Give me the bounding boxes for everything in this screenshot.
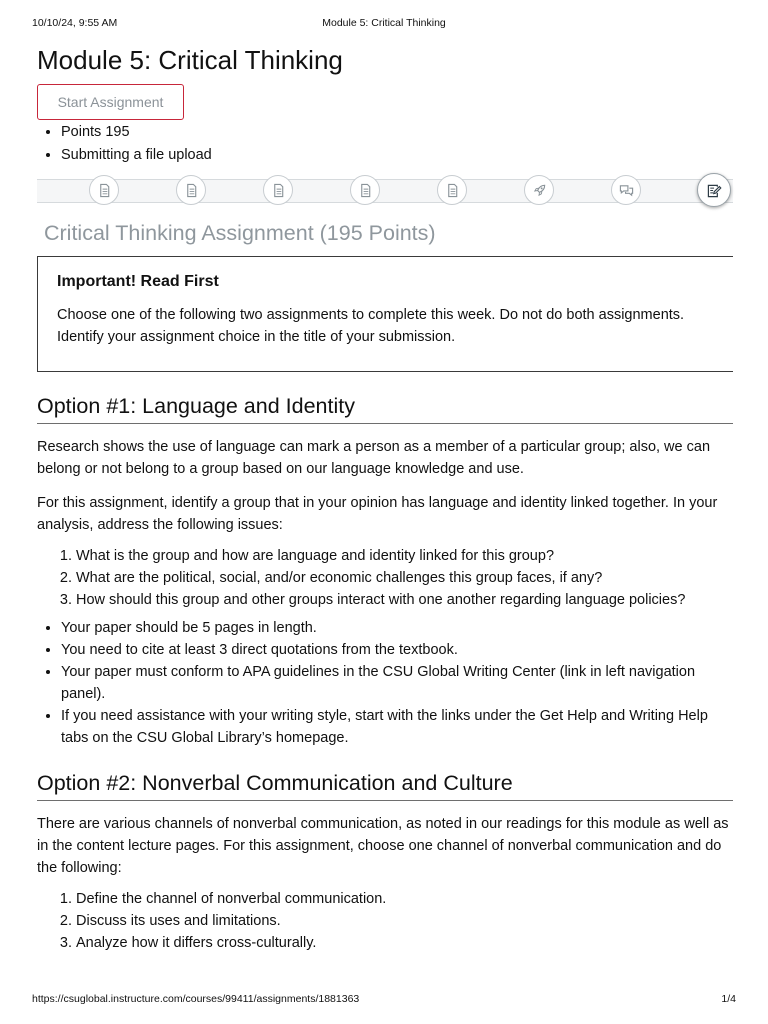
list-item: • You need to cite at least 3 direct quotations from the textbook. xyxy=(61,639,733,661)
start-assignment-button[interactable]: Start Assignment xyxy=(37,84,184,120)
assignment-icon xyxy=(707,183,722,198)
module-step-4[interactable] xyxy=(350,175,380,205)
document-icon xyxy=(184,183,199,198)
section-title: Critical Thinking Assignment (195 Points) xyxy=(44,221,436,245)
document-icon xyxy=(358,183,373,198)
assignment-content xyxy=(37,40,733,954)
module-step-5[interactable] xyxy=(437,175,467,205)
module-step-2[interactable] xyxy=(176,175,206,205)
list-item: 1. What is the group and how are language and identity linked for this group? xyxy=(76,545,733,567)
document-icon xyxy=(271,183,286,198)
submission-type-detail: • Submitting a file upload xyxy=(61,144,733,167)
option2-intro: There are various channels of nonverbal communication, as noted in our readings for this module as well as in the content lecture pages. For this assignment, choose one channel of nonverbal communication and do the following: xyxy=(37,816,729,876)
page-url: https://csuglobal.instructure.com/courses/99411/assignments/1881363 xyxy=(32,993,360,1005)
list-item: • Your paper must conform to APA guidelines in the CSU Global Writing Center (link in left navigation panel). xyxy=(61,661,733,705)
print-header xyxy=(32,17,736,31)
print-title: Module 5: Critical Thinking xyxy=(322,17,446,29)
option1-intro: Research shows the use of language can mark a person as a member of a particular group; also, we can belong or not belong to a group based on our language knowledge and use. xyxy=(37,439,711,477)
list-item: • Your paper should be 5 pages in length. xyxy=(61,617,733,639)
print-date: 10/10/24, 9:55 AM xyxy=(32,17,118,29)
option1-questions xyxy=(37,545,733,611)
points-detail: • Points 195 xyxy=(61,121,733,144)
list-item: • If you need assistance with your writing style, start with the links under the Get Help and Writing Help tabs on the CSU Global Library’s homepage. xyxy=(61,705,733,749)
page-number: 1/4 xyxy=(721,993,736,1005)
option1-instructions: For this assignment, identify a group that in your opinion has language and identity linked together. In your analysis, address the following issues: xyxy=(37,495,718,533)
list-item: 2. Discuss its uses and limitations. xyxy=(76,910,733,932)
option2-steps xyxy=(37,888,733,954)
notice-title: Important! Read First xyxy=(57,273,219,290)
list-item: 3. How should this group and other groups interact with one another regarding language policies? xyxy=(76,589,733,611)
option1-heading: Option #1: Language and Identity xyxy=(37,390,733,424)
assignment-details xyxy=(37,121,733,166)
module-step-3[interactable] xyxy=(263,175,293,205)
module-nav xyxy=(37,173,733,209)
notice-text: Choose one of the following two assignments to complete this week. Do not do both assignments. Identify your assignment choice in the title of your submission. xyxy=(57,307,685,345)
list-item: 3. Analyze how it differs cross-culturally. xyxy=(76,932,733,954)
document-icon xyxy=(97,183,112,198)
module-step-1[interactable] xyxy=(89,175,119,205)
print-footer xyxy=(32,993,736,1007)
option2-heading: Option #2: Nonverbal Communication and Culture xyxy=(37,767,733,801)
option1-requirements xyxy=(37,617,733,749)
discussion-icon xyxy=(619,183,634,198)
document-icon xyxy=(445,183,460,198)
list-item: 2. What are the political, social, and/or economic challenges this group faces, if any? xyxy=(76,567,733,589)
important-notice xyxy=(37,256,733,372)
assignment-title: Module 5: Critical Thinking xyxy=(37,45,343,75)
module-step-6[interactable] xyxy=(524,175,554,205)
module-step-8[interactable] xyxy=(697,173,731,207)
rocket-icon xyxy=(532,183,547,198)
module-step-7[interactable] xyxy=(611,175,641,205)
list-item: 1. Define the channel of nonverbal communication. xyxy=(76,888,733,910)
